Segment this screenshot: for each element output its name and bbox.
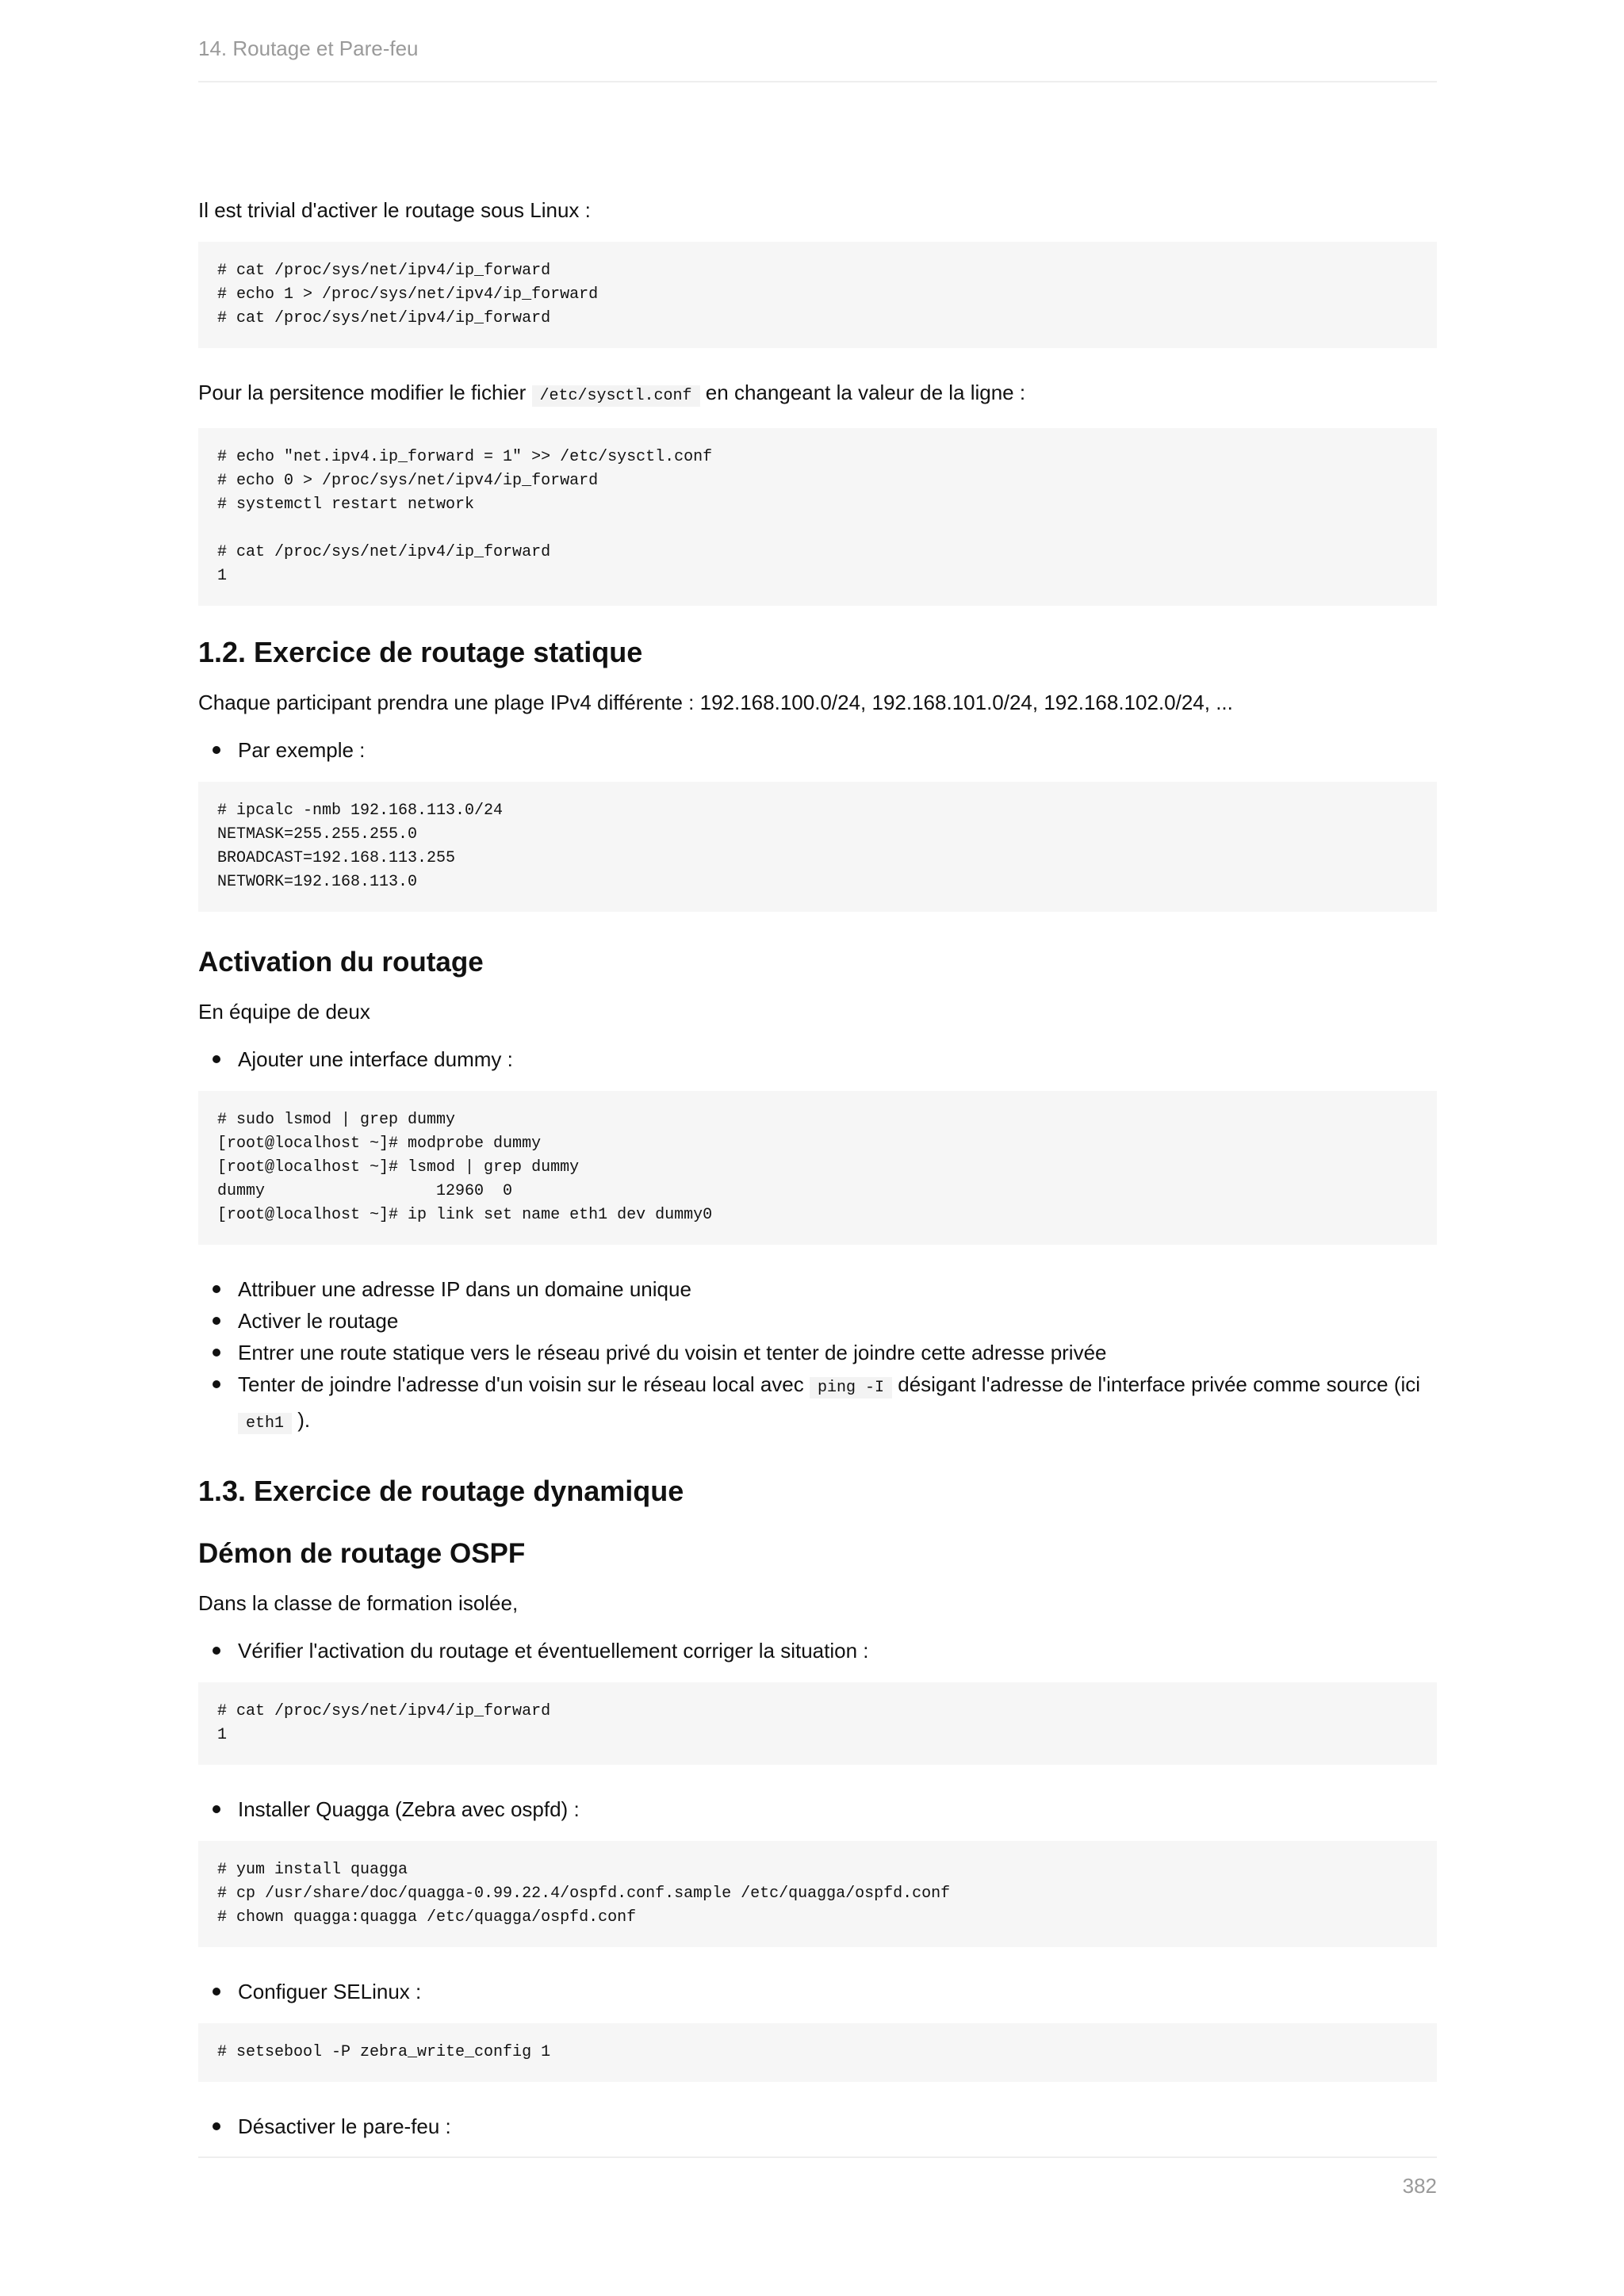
heading-static-routing: 1.2. Exercice de routage statique	[198, 636, 643, 668]
heading-activation: Activation du routage	[198, 947, 484, 978]
list-item-selinux: Configuer SELinux :	[198, 1976, 1437, 2007]
page-header	[198, 36, 1437, 82]
firewall-list	[198, 2110, 1437, 2142]
selinux-list	[198, 1976, 1437, 2007]
intro-paragraph: Il est trivial d'activer le routage sous Linux :	[198, 198, 591, 222]
ping-text-before: Tenter de joindre l'adresse d'un voisin sur le réseau local avec	[238, 1372, 804, 1396]
list-item-dummy: Ajouter une interface dummy :	[198, 1043, 1437, 1075]
header-title: 14. Routage et Pare-feu	[198, 36, 419, 60]
footer-divider	[198, 2156, 1437, 2158]
ping-text-after: ).	[297, 1408, 311, 1432]
ip-range-paragraph: Chaque participant prendra une plage IPv4 différente : 192.168.100.0/24, 192.168.101.0/24, 192.168.102.0/24, ...	[198, 691, 1233, 714]
inline-code-sysctl: /etc/sysctl.conf	[532, 385, 700, 407]
quagga-list	[198, 1793, 1437, 1825]
code-block-selinux: # setsebool -P zebra_write_config 1	[198, 2023, 1437, 2082]
list-item-static-route: Entrer une route statique vers le réseau privé du voisin et tenter de joindre cette adresse privée	[198, 1337, 1437, 1368]
team-paragraph: En équipe de deux	[198, 1000, 370, 1024]
dummy-list	[198, 1043, 1437, 1075]
inline-code-eth1: eth1	[238, 1413, 292, 1434]
list-item-ping	[198, 1368, 1437, 1440]
persistence-paragraph	[198, 377, 1437, 412]
heading-dynamic-routing: 1.3. Exercice de routage dynamique	[198, 1475, 684, 1507]
persistence-text-after: en changeant la valeur de la ligne :	[705, 381, 1026, 404]
list-item-example: Par exemple :	[198, 734, 1437, 766]
inline-code-ping: ping -I	[810, 1377, 892, 1399]
code-block-dummy: # sudo lsmod | grep dummy [root@localhost ~]# modprobe dummy [root@localhost ~]# lsmod | grep dummy dummy 12960 0 [root@localhost ~]# ip link set name eth1 dev dummy0	[198, 1091, 1437, 1245]
verify-list	[198, 1635, 1437, 1667]
code-block-ip-forward: # cat /proc/sys/net/ipv4/ip_forward # echo 1 > /proc/sys/net/ipv4/ip_forward # cat /proc/sys/net/ipv4/ip_forward	[198, 242, 1437, 348]
list-item-verify: Vérifier l'activation du routage et éventuellement corriger la situation :	[198, 1635, 1437, 1667]
code-block-verify: # cat /proc/sys/net/ipv4/ip_forward 1	[198, 1682, 1437, 1765]
page-content	[198, 194, 1437, 2158]
code-block-quagga: # yum install quagga # cp /usr/share/doc/quagga-0.99.22.4/ospfd.conf.sample /etc/quagga/ospfd.conf # chown quagga:quagga /etc/quagga/ospfd.conf	[198, 1841, 1437, 1947]
list-item-activate: Activer le routage	[198, 1305, 1437, 1337]
example-list	[198, 734, 1437, 766]
routing-steps-list	[198, 1273, 1437, 1440]
ping-text-middle: désigant l'adresse de l'interface privée comme source (ici	[898, 1372, 1421, 1396]
heading-ospf: Démon de routage OSPF	[198, 1538, 526, 1569]
code-block-sysctl: # echo "net.ipv4.ip_forward = 1" >> /etc/sysctl.conf # echo 0 > /proc/sys/net/ipv4/ip_forward # systemctl restart network # cat /proc/sys/net/ipv4/ip_forward 1	[198, 428, 1437, 606]
list-item-ip: Attribuer une adresse IP dans un domaine unique	[198, 1273, 1437, 1305]
list-item-quagga: Installer Quagga (Zebra avec ospfd) :	[198, 1793, 1437, 1825]
list-item-firewall: Désactiver le pare-feu :	[198, 2110, 1437, 2142]
code-block-ipcalc: # ipcalc -nmb 192.168.113.0/24 NETMASK=255.255.255.0 BROADCAST=192.168.113.255 NETWORK=192.168.113.0	[198, 782, 1437, 912]
class-paragraph: Dans la classe de formation isolée,	[198, 1591, 519, 1615]
persistence-text-before: Pour la persitence modifier le fichier	[198, 381, 527, 404]
page-number: 382	[1402, 2174, 1437, 2198]
